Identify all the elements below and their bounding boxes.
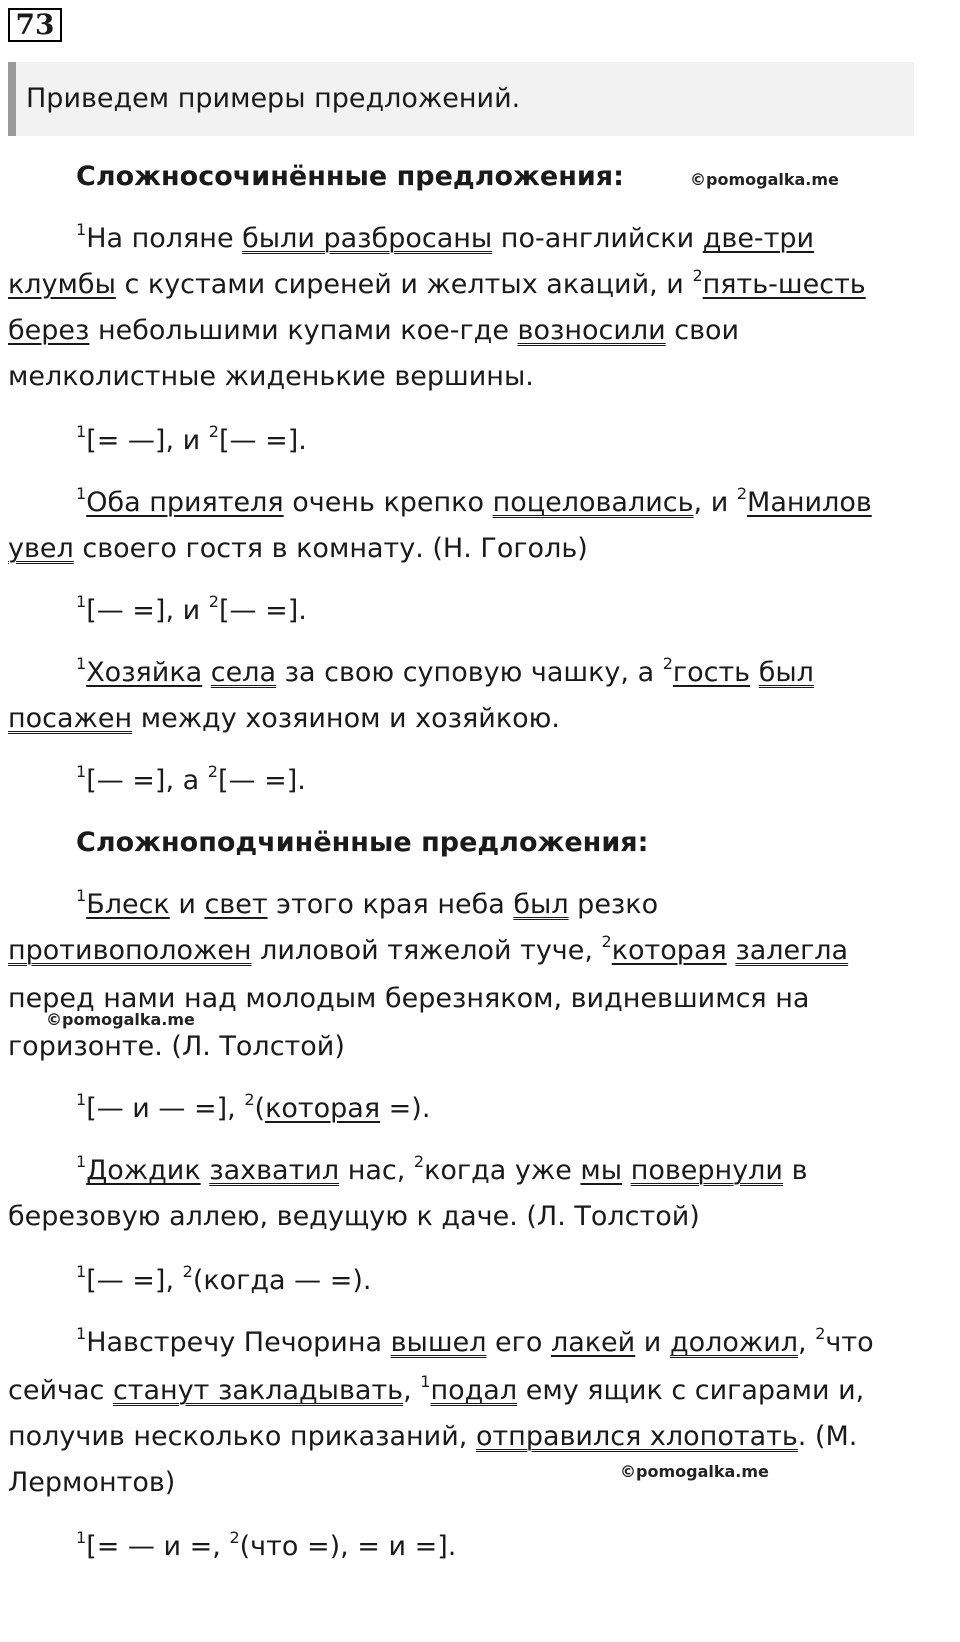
- predicate: противоположен: [8, 935, 252, 966]
- subject: которая: [611, 935, 727, 966]
- subject: которая: [265, 1093, 381, 1124]
- predicate: залегла: [735, 935, 849, 966]
- sentence-line: увел своего гостя в комнату. (Н. Гоголь): [8, 533, 588, 564]
- sentence-line: перед нами над молодым березняком, видневшимся на: [8, 983, 810, 1014]
- predicate: отправился хлопотать: [475, 1421, 798, 1452]
- sentence-line: посажен между хозяином и хозяйкою.: [8, 703, 560, 734]
- subject: свет: [204, 889, 268, 920]
- predicate: был: [758, 657, 814, 688]
- scheme: $^1$[= —], и $^2$[— =].: [76, 422, 307, 456]
- scheme: $^1$[— =], а $^2$[— =].: [76, 762, 306, 796]
- subject: Оба приятеля: [86, 487, 284, 518]
- predicate: подал: [430, 1375, 518, 1406]
- subject: Манилов: [747, 487, 872, 518]
- sentence-line: противоположен лиловой тяжелой туче, $^2$которая залегла: [8, 932, 849, 966]
- predicate: доложил: [669, 1327, 799, 1358]
- sentence-line: $^1$Дождик захватил нас, $^2$когда уже мы повернули в: [76, 1152, 808, 1186]
- sentence-line: $^1$Хозяйка села за свою суповую чашку, а $^2$гость был: [76, 654, 814, 688]
- sentence-line: $^1$На поляне были разбросаны по-английски две-три: [76, 220, 815, 254]
- subject: лакей: [550, 1327, 636, 1358]
- subject: берез: [8, 315, 90, 346]
- sentence-line: сейчас станут закладывать, $^1$подал ему ящик с сигарами и,: [8, 1372, 865, 1406]
- sentence-line: $^1$Оба приятеля очень крепко поцеловались, и $^2$Манилов: [76, 484, 872, 518]
- sentence-line: горизонте. (Л. Толстой): [8, 1031, 345, 1062]
- subject: мы: [580, 1155, 623, 1186]
- watermark: ©pomogalka.me: [46, 1010, 195, 1029]
- subject: Дождик: [86, 1155, 201, 1186]
- heading-complex: Сложноподчинённые предложения:: [76, 827, 649, 858]
- heading-compound: Сложносочинённые предложения:: [76, 161, 624, 192]
- watermark: ©pomogalka.me: [690, 170, 839, 189]
- watermark: ©pomogalka.me: [620, 1462, 769, 1481]
- scheme: $^1$[= — и =, $^2$(что =), = и =].: [76, 1528, 457, 1562]
- scheme: $^1$[— и — =], $^2$(которая =).: [76, 1090, 431, 1124]
- subject: Блеск: [86, 889, 170, 920]
- scheme: $^1$[— =], и $^2$[— =].: [76, 592, 307, 626]
- subject: гость: [672, 657, 751, 688]
- sentence-line: получив несколько приказаний, отправился хлопотать. (М.: [8, 1421, 858, 1452]
- predicate: повернули: [630, 1155, 783, 1186]
- sentence-line: березовую аллею, ведущую к даче. (Л. Толстой): [8, 1201, 700, 1232]
- predicate: посажен: [8, 703, 133, 734]
- scheme: $^1$[— =], $^2$(когда — =).: [76, 1262, 372, 1296]
- predicate: был: [513, 889, 569, 920]
- subject: Хозяйка: [86, 657, 203, 688]
- sentence-line: Лермонтов): [8, 1467, 176, 1498]
- predicate: вышел: [390, 1327, 487, 1358]
- predicate: села: [210, 657, 277, 688]
- subject: пять-шесть: [702, 269, 866, 300]
- sentence-line: берез небольшими купами кое-где возносили свои: [8, 315, 740, 346]
- task-number: 73: [8, 8, 62, 42]
- predicate: захватил: [209, 1155, 340, 1186]
- sentence-line: клумбы с кустами сиреней и желтых акаций, и $^2$пять-шесть: [8, 266, 866, 300]
- subject: две-три: [702, 223, 815, 254]
- intro-banner: Приведем примеры предложений.: [8, 62, 914, 136]
- predicate: были разбросаны: [242, 223, 493, 254]
- sentence-line: $^1$Навстречу Печорина вышел его лакей и доложил, $^2$что: [76, 1324, 874, 1358]
- sentence-line: мелколистные жиденькие вершины.: [8, 361, 534, 392]
- predicate: станут закладывать: [112, 1375, 404, 1406]
- predicate: поцеловались: [492, 487, 694, 518]
- predicate: возносили: [517, 315, 666, 346]
- subject: клумбы: [8, 269, 116, 300]
- predicate: увел: [8, 533, 74, 564]
- sentence-line: $^1$Блеск и свет этого края неба был резко: [76, 886, 659, 920]
